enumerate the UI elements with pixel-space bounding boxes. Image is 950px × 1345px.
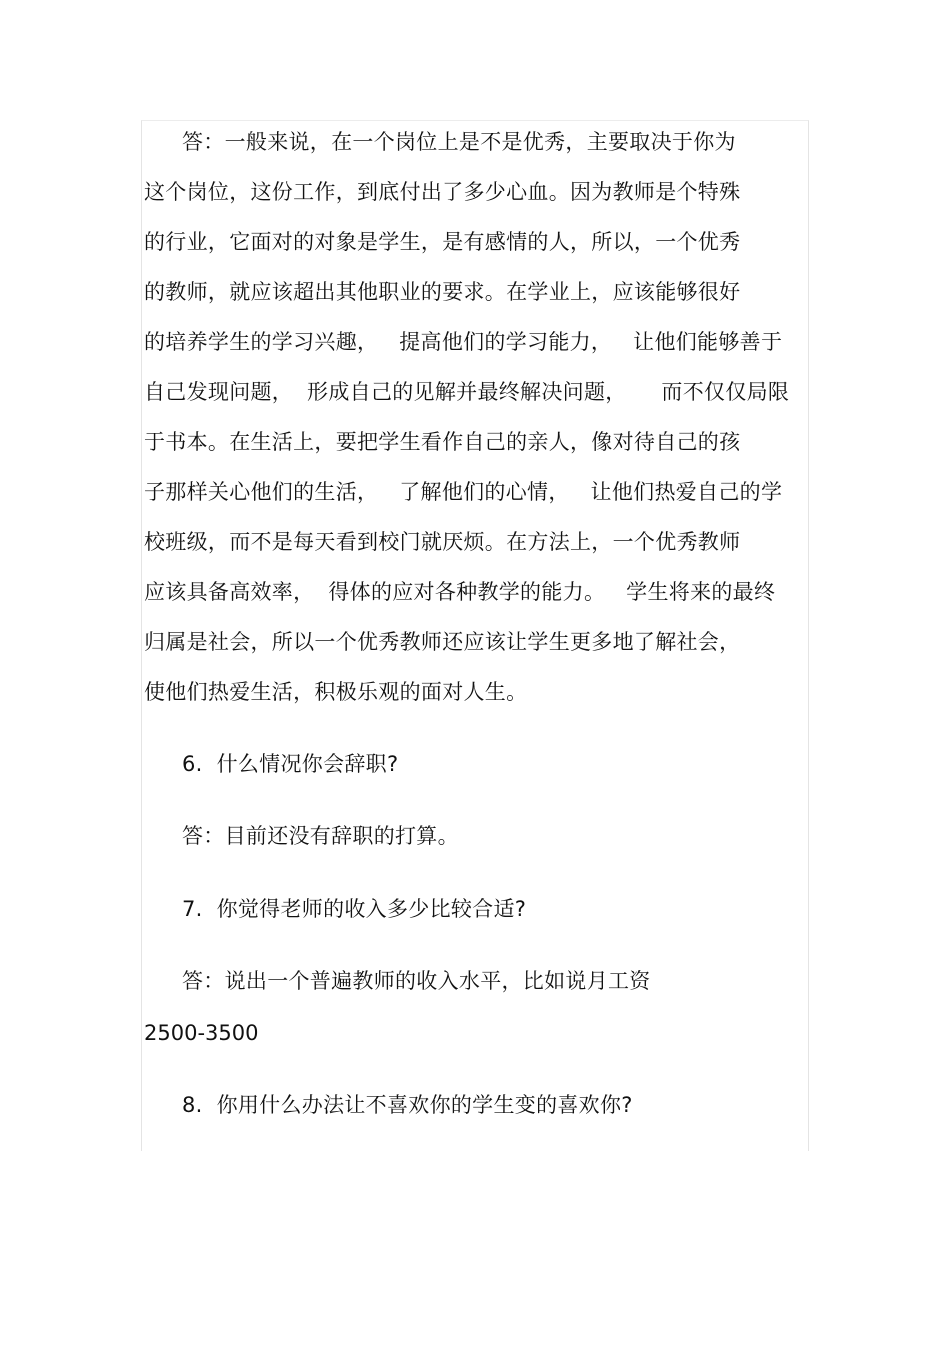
answer-5-line-2: 这个岗位，这份工作，到底付出了多少心血。因为教师是个特殊 — [144, 180, 741, 204]
answer-5-line-5: 的培养学生的学习兴趣， 提高他们的学习能力， 让他们能够善于 — [144, 330, 783, 354]
answer-5-line-1: 答：一般来说，在一个岗位上是不是优秀，主要取决于你为 — [182, 130, 736, 154]
answer-5-line-12: 使他们热爱生活，积极乐观的面对人生。 — [144, 680, 528, 704]
question-8: 8. 你用什么办法让不喜欢你的学生变的喜欢你? — [182, 1093, 633, 1117]
answer-5-line-4: 的教师，就应该超出其他职业的要求。在学业上，应该能够很好 — [144, 280, 741, 304]
answer-5-line-11: 归属是社会，所以一个优秀教师还应该让学生更多地了解社会， — [144, 630, 741, 654]
answer-7-line-1: 答：说出一个普遍教师的收入水平，比如说月工资 — [182, 969, 651, 993]
answer-5-line-7: 于书本。在生活上，要把学生看作自己的亲人，像对待自己的孩 — [144, 430, 741, 454]
answer-5-line-10: 应该具备高效率， 得体的应对各种教学的能力。 学生将来的最终 — [144, 580, 776, 604]
answer-7-line-2: 2500-3500 — [144, 1021, 259, 1045]
answer-5-line-9: 校班级，而不是每天看到校门就厌烦。在方法上，一个优秀教师 — [144, 530, 741, 554]
question-7: 7. 你觉得老师的收入多少比较合适? — [182, 897, 527, 921]
answer-5-line-6: 自己发现问题， 形成自己的见解并最终解决问题， 而不仅仅局限 — [144, 380, 790, 404]
question-6: 6. 什么情况你会辞职? — [182, 752, 399, 776]
answer-5-line-3: 的行业，它面对的对象是学生，是有感情的人，所以，一个优秀 — [144, 230, 741, 254]
answer-6: 答：目前还没有辞职的打算。 — [182, 824, 459, 848]
answer-5-line-8: 子那样关心他们的生活， 了解他们的心情， 让他们热爱自己的学 — [144, 480, 783, 504]
